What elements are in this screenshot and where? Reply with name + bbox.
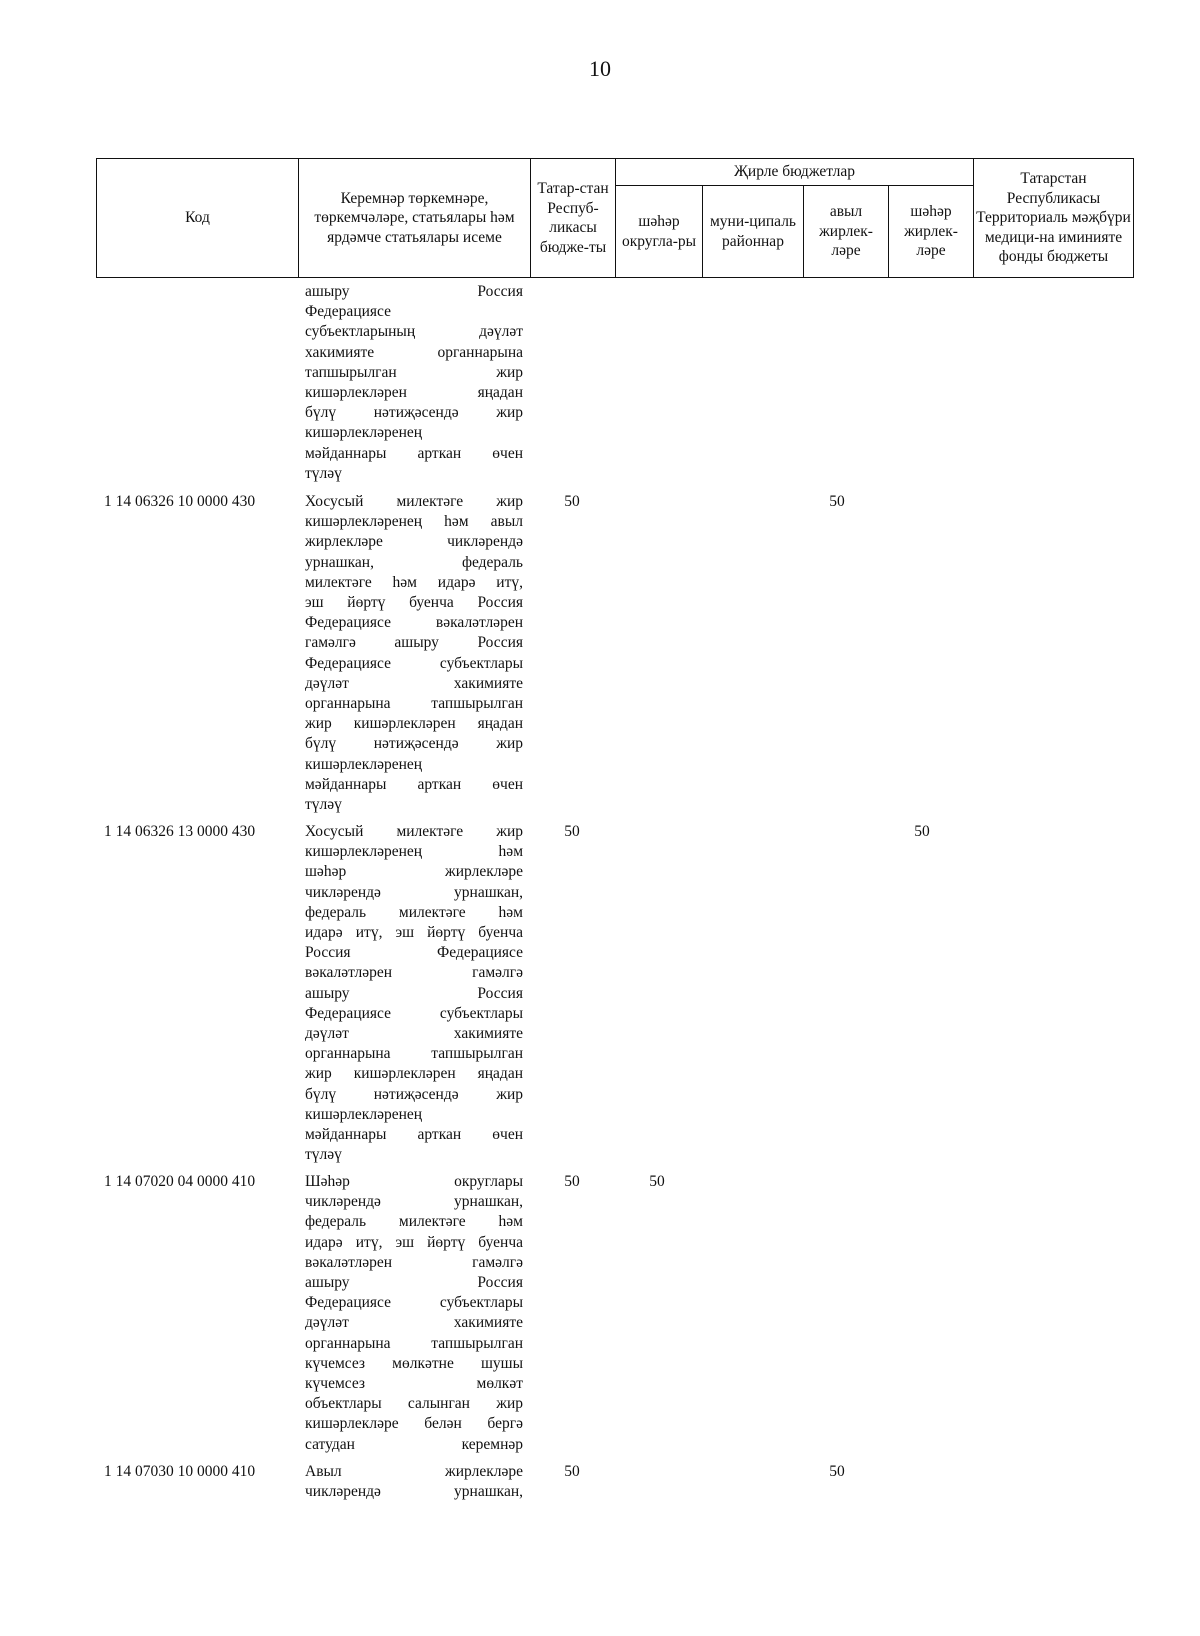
row-name-line: бүлү нәтиҗәсендә жир — [305, 404, 523, 422]
row-name-line: кишәрлекләрен яңадан — [305, 384, 523, 402]
header-local-budgets: Җирле бюджетлар — [616, 159, 974, 186]
row-name-line: сатудан керемнәр — [305, 1435, 523, 1453]
row-name-line: бүлү нәтиҗәсендә жир — [305, 735, 523, 753]
row-name-line: Федерациясе вәкаләтләрен — [305, 614, 523, 632]
row-name — [305, 822, 523, 1165]
row-name — [305, 282, 523, 484]
row-name-line: субъектларының дәүләт — [305, 323, 523, 341]
row-name-line: чикләрендә урнашкан, — [305, 883, 523, 901]
row-name-line: дәүләт хакимияте — [305, 1314, 523, 1332]
row-name-line: хакимияте органнарына — [305, 343, 523, 361]
row-name-line: кишәрлекләренең һәм авыл — [305, 513, 523, 531]
row-name-line: кишәрлекләренең — [305, 424, 423, 442]
row-name-line: урнашкан, федераль — [305, 553, 523, 571]
row-name-line: кишәрлекләренең һәм — [305, 843, 523, 861]
row-name-line: мәйданнары арткан өчен — [305, 775, 523, 793]
row-name-line: шәһәр жирлекләре — [305, 863, 523, 881]
row-name-line: Федерациясе субъектлары — [305, 1294, 523, 1312]
row-name-line: ашыру Россия — [305, 984, 523, 1002]
row-name-line: ашыру Россия — [305, 1274, 523, 1292]
value-rt-budget: 50 — [564, 823, 580, 840]
row-name-line: мәйданнары арткан өчен — [305, 1126, 523, 1144]
header-name: Керемнәр төркемнәре, төркемчәләре, статьялары һәм ярдәмче статьялары исеме — [299, 159, 531, 278]
header-rt-budget: Татар-стан Респуб-ликасы бюдже-ты — [531, 159, 616, 278]
row-name-line: тапшырылган жир — [305, 363, 523, 381]
row-name-line: Хосусый милектәге жир — [305, 493, 523, 510]
row-name-line: ашыру Россия — [305, 283, 523, 300]
row-name-line: чикләрендә урнашкан, — [305, 1483, 523, 1501]
row-name-line: федераль милектәге һәм — [305, 1213, 523, 1231]
header-city-districts: шәһәр округла-ры — [616, 186, 703, 278]
row-name-line: федераль милектәге һәм — [305, 903, 523, 921]
row-name-line: Авыл жирлекләре — [305, 1463, 523, 1480]
value-city-settlements: 50 — [914, 823, 930, 840]
row-name — [305, 492, 523, 815]
value-rt-budget: 50 — [564, 1463, 580, 1480]
row-name-line: чикләрендә урнашкан, — [305, 1193, 523, 1211]
value-rt-budget: 50 — [564, 493, 580, 510]
row-code: 1 14 07030 10 0000 410 — [104, 1463, 256, 1480]
row-name-line: күчемсез мөлкәт — [305, 1375, 523, 1393]
row-name-line: эш йөртү буенча Россия — [305, 594, 523, 612]
row-name-line: Россия Федерациясе — [305, 944, 523, 962]
row-name-line: милектәге һәм идарә итү, — [305, 573, 523, 591]
row-name-line: вәкаләтләрен гамәлгә — [305, 964, 523, 982]
row-name-line: дәүләт хакимияте — [305, 674, 523, 692]
row-name-line: Шәһәр округлары — [305, 1173, 523, 1190]
header-rural-settlements: авыл жирлек-ләре — [804, 186, 889, 278]
row-code: 1 14 07020 04 0000 410 — [104, 1173, 256, 1190]
row-name-line: түләү — [305, 1146, 342, 1164]
row-name-line: түләү — [305, 464, 342, 482]
header-code: Код — [97, 159, 299, 278]
table-header — [96, 158, 1134, 278]
row-name-line: кишәрлекләренең — [305, 755, 423, 773]
row-name-line: Федерациясе субъектлары — [305, 1004, 523, 1022]
row-name-line: объектлары салынган жир — [305, 1395, 523, 1413]
row-name-line: күчемсез мөлкәтне шушы — [305, 1354, 523, 1372]
row-name-line: гамәлгә ашыру Россия — [305, 634, 523, 652]
header-city-settlements: шәһәр жирлек-ләре — [889, 186, 974, 278]
row-code: 1 14 06326 10 0000 430 — [104, 493, 256, 510]
row-name-line: жир кишәрлекләрен яңадан — [305, 715, 523, 733]
value-rural-settlements: 50 — [829, 1463, 845, 1480]
row-name-line: вәкаләтләрен гамәлгә — [305, 1253, 523, 1271]
row-name-line: органнарына тапшырылган — [305, 695, 523, 713]
row-name-line: бүлү нәтиҗәсендә жир — [305, 1085, 523, 1103]
row-name-line: мәйданнары арткан өчен — [305, 444, 523, 462]
value-rural-settlements: 50 — [829, 493, 845, 510]
row-name-line: идарә итү, эш йөртү буенча — [305, 924, 523, 942]
row-name-line: кишәрлекләренең — [305, 1105, 423, 1123]
value-city-districts: 50 — [649, 1173, 665, 1190]
row-name — [305, 1462, 523, 1502]
row-name-line: Федерациясе субъектлары — [305, 654, 523, 672]
row-name-line: жир кишәрлекләрен яңадан — [305, 1065, 523, 1083]
row-name-line: Хосусый милектәге жир — [305, 823, 523, 840]
page-number: 10 — [589, 56, 611, 81]
row-name-line: Федерациясе — [305, 303, 391, 321]
header-fund: Татарстан Республикасы Территориаль мәҗбүри медици-на иминияте фонды бюджеты — [974, 159, 1134, 278]
row-code: 1 14 06326 13 0000 430 — [104, 823, 256, 840]
header-municipal-districts: муни-ципаль районнар — [703, 186, 804, 278]
row-name-line: органнарына тапшырылган — [305, 1334, 523, 1352]
row-name-line: кишәрлекләре белән бергә — [305, 1415, 523, 1433]
row-name-line: идарә итү, эш йөртү буенча — [305, 1233, 523, 1251]
row-name-line: дәүләт хакимияте — [305, 1025, 523, 1043]
row-name-line: түләү — [305, 796, 342, 814]
row-name — [305, 1172, 523, 1455]
row-name-line: органнарына тапшырылган — [305, 1045, 523, 1063]
value-rt-budget: 50 — [564, 1173, 580, 1190]
row-name-line: жирлекләре чикләрендә — [305, 533, 523, 551]
